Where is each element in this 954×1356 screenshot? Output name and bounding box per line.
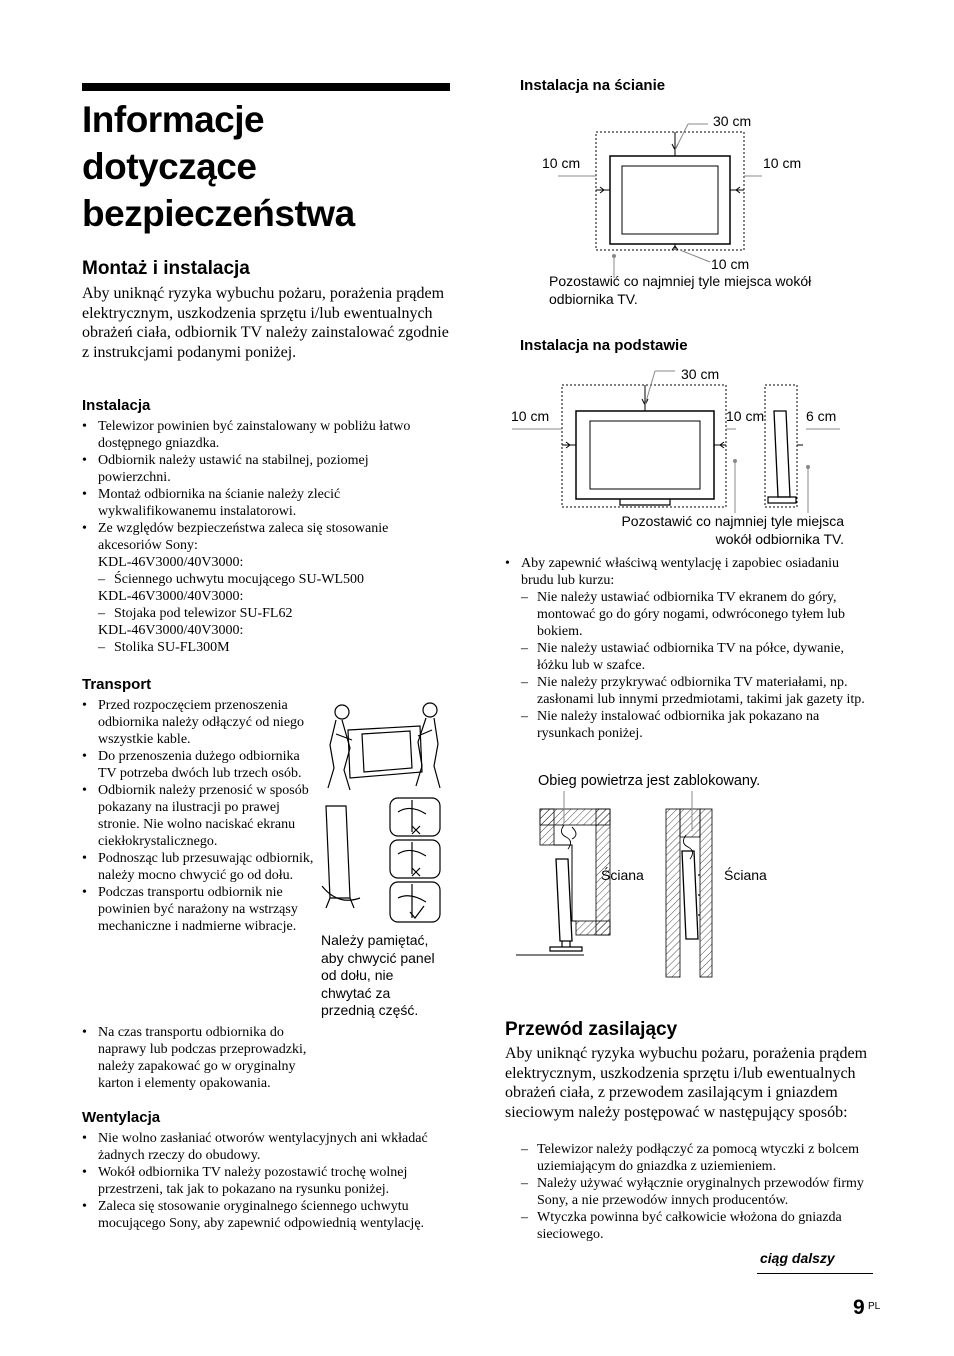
list-item: • Ze względów bezpieczeństwa zaleca się stosowanie akcesoriów Sony:	[82, 520, 432, 554]
list-item: • Podnosząc lub przesuwając odbiornik, należy mocno chwycić go od dołu.	[82, 850, 318, 884]
stand-clearance-diagram	[510, 365, 850, 520]
list-item: – Nie należy ustawiać odbiornika TV ekranem do góry, montować go do góry nogami, odwróconego tyłem lub bokiem.	[521, 589, 875, 640]
page-title-line: Informacje	[82, 99, 265, 140]
wall-clearance-diagram	[540, 110, 820, 270]
accessory-list	[82, 639, 432, 656]
title-rule	[82, 83, 450, 91]
section-heading-montaz: Montaż i instalacja	[82, 258, 250, 279]
list-item: • Montaż odbiornika na ścianie należy zlecić wykwalifikowanemu instalatorowi.	[82, 486, 432, 520]
stand-caption-line: wokół odbiornika TV.	[715, 531, 844, 547]
page-title-line: bezpieczeństwa	[82, 193, 355, 234]
instalacja-list-block	[82, 418, 432, 656]
wall-left-label: 10 cm	[542, 155, 581, 171]
wall-label-right: Ściana	[724, 867, 767, 883]
list-item: • Wokół odbiornika TV należy pozostawić trochę wolnej przestrzeni, tak jak to pokazano na rysunku poniżej.	[82, 1164, 434, 1198]
accessory-list	[82, 605, 432, 622]
continued-label: ciąg dalszy	[760, 1250, 835, 1266]
vent-sublist	[521, 589, 875, 742]
wentylacja-list	[82, 1130, 434, 1232]
list-item: • Odbiornik należy przenosić w sposób pokazany na ilustracji po prawej stronie. Nie wolno naciskać ekranu ciekłokrystalicznego.	[82, 782, 318, 850]
page-title	[82, 96, 452, 237]
wall-caption: Pozostawić co najmniej tyle miejsca wokół odbiornika TV.	[549, 273, 812, 307]
stand-top-label: 30 cm	[681, 366, 720, 382]
vent-intro: Aby zapewnić właściwą wentylację i zapobiec osiadaniu brudu lub kurzu:	[521, 556, 839, 588]
model-line: KDL-46V3000/40V3000:	[98, 555, 244, 570]
page-title-line: dotyczące	[82, 146, 257, 187]
list-item: • Odbiornik należy ustawić na stabilnej, poziomej powierzchni.	[82, 452, 432, 486]
list-item: • Do przenoszenia dużego odbiornika TV potrzeba dwóch lub trzech osób.	[82, 748, 318, 782]
vent-list-block	[505, 555, 875, 742]
instalacja-list	[82, 418, 432, 554]
list-item: – Nie należy instalować odbiornika jak pokazano na rysunkach poniżej.	[521, 708, 875, 742]
transport-list-last	[82, 1024, 438, 1092]
list-item: – Wtyczka powinna być całkowicie włożona do gniazda sieciowego.	[521, 1209, 877, 1243]
stand-right-label: 10 cm	[726, 408, 765, 424]
vent-list	[505, 555, 875, 742]
montaz-intro: Aby uniknąć ryzyka wybuchu pożaru, porażenia prądem elektrycznym, uszkodzenia sprzętu i/lub ewentualnych obrażeń ciała, odbiornik TV należy zainstalować zgodnie z instrukcjami podanymi poniżej.	[82, 285, 449, 361]
list-item	[82, 1024, 438, 1092]
subheading-wentylacja: Wentylacja	[82, 1109, 161, 1126]
list-item	[505, 555, 875, 742]
transport-list	[82, 697, 318, 935]
language-code: PL	[868, 1301, 881, 1312]
accessory-list	[82, 571, 432, 588]
list-item: – Należy używać wyłącznie oryginalnych przewodów firmy Sony, a nie przewodów innych producentów.	[521, 1175, 877, 1209]
panel-grip-icon	[320, 802, 446, 928]
wall-top-label: 30 cm	[713, 113, 752, 129]
power-list	[521, 1141, 877, 1243]
list-item: • Nie wolno zasłaniać otworów wentylacyjnych ani wkładać żadnych rzeczy do obudowy.	[82, 1130, 434, 1164]
list-item: • Podczas transportu odbiornik nie powinien być narażony na wstrząsy mechaniczne i nadmierne wibracje.	[82, 884, 318, 935]
footer-rule	[757, 1273, 873, 1274]
subheading-wall: Instalacja na ścianie	[520, 77, 666, 94]
transport-last-item: • Na czas transportu odbiornika do naprawy lub podczas przeprowadzki, należy zapakować go w oryginalny karton i elementy opakowania.	[98, 1025, 307, 1091]
blocked-airflow-label: Obieg powietrza jest zablokowany.	[538, 773, 761, 789]
model-line: KDL-46V3000/40V3000:	[98, 623, 244, 638]
blocked-airflow-diagram	[514, 795, 784, 985]
subheading-instalacja: Instalacja	[82, 397, 151, 414]
list-item: – Ściennego uchwytu mocującego SU-WL500	[98, 571, 432, 588]
subheading-transport: Transport	[82, 676, 152, 693]
subheading-stand: Instalacja na podstawie	[520, 337, 688, 354]
power-intro: Aby uniknąć ryzyka wybuchu pożaru, porażenia prądem elektrycznym, uszkodzenia sprzętu i/lub ewentualnych obrażeń ciała, z przewodem zasilającym i gniazdem sieciowym należy postępować w następujący sposób:	[505, 1045, 868, 1121]
list-item: – Stolika SU-FL300M	[98, 639, 432, 656]
list-item: – Nie należy ustawiać odbiornika TV na półce, dywanie, łóżku lub w szafce.	[521, 640, 875, 674]
section-heading-power: Przewód zasilający	[505, 1019, 678, 1040]
wall-right-label: 10 cm	[763, 155, 802, 171]
wall-label-left: Ściana	[601, 867, 644, 883]
list-item: – Telewizor należy podłączyć za pomocą wtyczki z bolcem uziemiającym do gniazdka z uziemieniem.	[521, 1141, 877, 1175]
model-line: KDL-46V3000/40V3000:	[98, 589, 244, 604]
list-item: – Stojaka pod telewizor SU-FL62	[98, 605, 432, 622]
wall-bottom-label: 10 cm	[711, 256, 750, 272]
list-item: • Przed rozpoczęciem przenoszenia odbiornika należy odłączyć od niego wszystkie kable.	[82, 697, 318, 748]
stand-caption	[580, 512, 844, 548]
list-item: – Nie należy przykrywać odbiornika TV materiałami, np. zasłonami lub innymi przedmiotami, takimi jak gazety itp.	[521, 674, 875, 708]
stand-caption-line: Pozostawić co najmniej tyle miejsca	[621, 513, 844, 529]
carrying-people-icon	[322, 700, 446, 796]
page-number: 9	[853, 1296, 865, 1319]
stand-side-label: 6 cm	[806, 408, 837, 424]
stand-left-label: 10 cm	[511, 408, 550, 424]
list-item: • Zaleca się stosowanie oryginalnego ściennego uchwytu mocującego Sony, aby zapewnić odpowiednią wentylację.	[82, 1198, 434, 1232]
list-item: • Telewizor powinien być zainstalowany w pobliżu łatwo dostępnego gniazdka.	[82, 418, 432, 452]
transport-caption: Należy pamiętać, aby chwycić panel od dołu, nie chwytać za przednią część.	[321, 932, 435, 1018]
